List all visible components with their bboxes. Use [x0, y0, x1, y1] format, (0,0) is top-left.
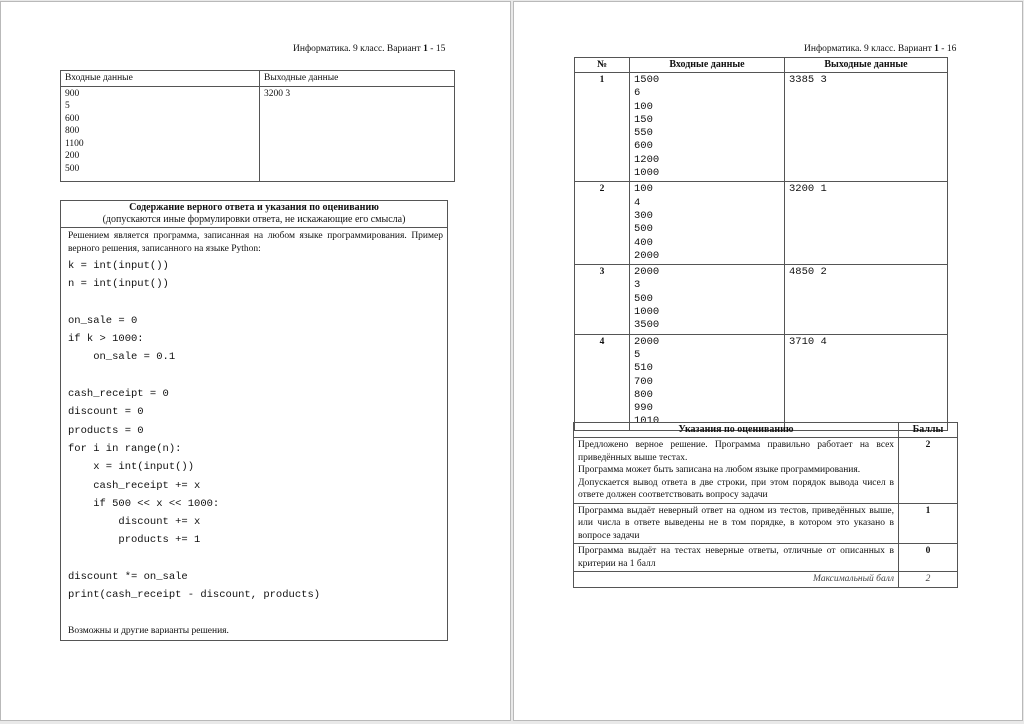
- input-column-header: Входные данные: [61, 71, 260, 87]
- answer-subtitle: (допускаются иные формулировки ответа, не искажающие его смысла): [102, 214, 406, 225]
- max-score-label: Максимальный балл: [574, 572, 899, 588]
- output-column-header: Выходные данные: [785, 58, 948, 73]
- criterion-points: 2: [899, 438, 958, 504]
- test-number: 4: [575, 334, 630, 430]
- example-input-cell: 900 5 600 800 1100 200 500: [61, 86, 260, 181]
- test-input: 2000 3 500 1000 3500: [630, 265, 785, 334]
- code-line: on_sale = 0: [68, 314, 138, 327]
- code-line: discount += x: [68, 516, 201, 529]
- criterion-points: 0: [899, 544, 958, 572]
- code-line: if 500 << x << 1000:: [68, 497, 220, 510]
- code-line: [68, 605, 443, 623]
- code-line: [68, 550, 443, 568]
- test-number: 3: [575, 265, 630, 334]
- code-line: products = 0: [68, 424, 144, 437]
- test-number: 1: [575, 73, 630, 182]
- tests-table: [574, 57, 948, 431]
- criterion-text: Программа выдаёт на тестах неверные ответы, отличные от описанных в критерии на 1 балл: [574, 544, 899, 572]
- right-page: [513, 1, 1023, 721]
- max-score-value: 2: [899, 572, 958, 588]
- code-line: discount = 0: [68, 406, 144, 419]
- example-output-cell: 3200 3: [260, 86, 455, 181]
- code-block: [68, 257, 443, 623]
- table-row: [574, 503, 958, 544]
- code-line: if k > 1000:: [68, 333, 144, 346]
- test-input: 2000 5 510 700 800 990 1010: [630, 334, 785, 430]
- test-output: 4850 2: [785, 265, 948, 334]
- output-column-header: Выходные данные: [260, 71, 455, 87]
- table-row: [574, 438, 958, 504]
- answer-title-cell: [61, 201, 448, 228]
- test-output: 3200 1: [785, 182, 948, 265]
- answer-footer: Возможны и другие варианты решения.: [68, 625, 229, 636]
- left-page: [0, 1, 511, 721]
- code-line: k = int(input()): [68, 260, 169, 272]
- answer-body: [61, 228, 448, 641]
- grading-table: [573, 422, 958, 588]
- input-column-header: Входные данные: [630, 58, 785, 73]
- code-line: print(cash_receipt - discount, products): [68, 589, 321, 602]
- code-line: cash_receipt += x: [68, 479, 201, 492]
- answer-intro: Решением является программа, записанная на любом языке программирования. Пример верного решения, записанного на языке Python:: [68, 231, 443, 254]
- table-row: [575, 265, 948, 334]
- example-io-table: [60, 70, 455, 182]
- criterion-text: Предложено верное решение. Программа правильно работает на всех приведённых выше тестах. Программа может быть записана на любом языке программирования. Допускается вывод ответа в две строки, при этом порядок вывода чисел в ответе должен соответствовать вопросу задачи: [574, 438, 899, 504]
- table-row: [574, 572, 958, 588]
- number-column-header: №: [575, 58, 630, 73]
- test-input: 1500 6 100 150 550 600 1200 1000: [630, 73, 785, 182]
- code-line: n = int(input()): [68, 278, 169, 291]
- code-line: x = int(input()): [68, 461, 195, 474]
- code-line: [68, 294, 443, 312]
- test-output: 3710 4: [785, 334, 948, 430]
- test-number: 2: [575, 182, 630, 265]
- grading-points-header: Баллы: [899, 423, 958, 438]
- test-input: 100 4 300 500 400 2000: [630, 182, 785, 265]
- answer-title: Содержание верного ответа и указания по оцениванию: [129, 202, 379, 213]
- criterion-text: Программа выдаёт неверный ответ на одном из тестов, приведённых выше, или числа в ответе выведены не в том порядке, в котором это указано в вопросе задачи: [574, 503, 899, 544]
- table-row: [575, 182, 948, 265]
- grading-criteria-header: Указания по оцениванию: [574, 423, 899, 438]
- right-page-header: Информатика. 9 класс. Вариант 1 - 16: [804, 44, 957, 54]
- table-row: [575, 73, 948, 182]
- code-line: products += 1: [68, 534, 201, 547]
- answer-box: [60, 200, 448, 641]
- code-line: [68, 367, 443, 385]
- left-page-header: Информатика. 9 класс. Вариант 1 - 15: [293, 44, 446, 54]
- table-row: [575, 334, 948, 430]
- code-line: discount *= on_sale: [68, 571, 188, 584]
- code-line: cash_receipt = 0: [68, 388, 169, 401]
- code-line: on_sale = 0.1: [68, 351, 176, 364]
- criterion-points: 1: [899, 503, 958, 544]
- table-row: [574, 544, 958, 572]
- test-output: 3385 3: [785, 73, 948, 182]
- code-line: for i in range(n):: [68, 442, 182, 455]
